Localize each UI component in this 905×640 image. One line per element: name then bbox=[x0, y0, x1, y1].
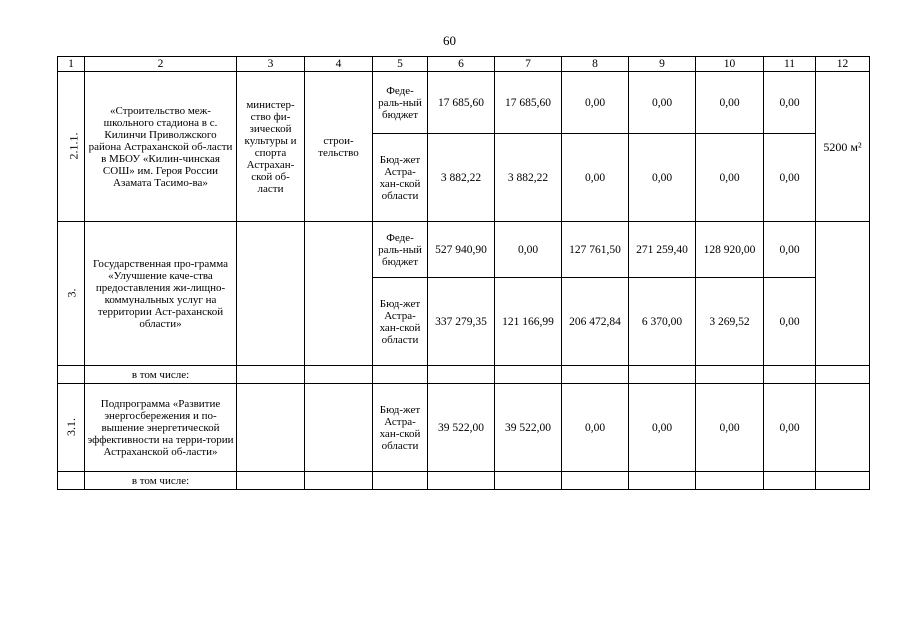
row-work-type: строи-тельство bbox=[305, 72, 373, 222]
empty-cell bbox=[495, 366, 562, 384]
row-area: 5200 м² bbox=[816, 72, 870, 222]
table-row bbox=[58, 366, 870, 384]
empty-cell bbox=[562, 472, 629, 490]
empty-cell bbox=[305, 472, 373, 490]
value-col8: 0,00 bbox=[562, 72, 629, 134]
value-col10: 0,00 bbox=[696, 384, 764, 472]
empty-cell bbox=[373, 366, 428, 384]
value-col8: 0,00 bbox=[562, 384, 629, 472]
empty-cell bbox=[237, 384, 305, 472]
value-col9: 0,00 bbox=[629, 384, 696, 472]
funding-source: Бюд-жет Астра-хан-ской области bbox=[373, 278, 428, 366]
empty-cell bbox=[629, 472, 696, 490]
funding-source: Бюд-жет Астра-хан-ской области bbox=[373, 384, 428, 472]
empty-cell bbox=[305, 366, 373, 384]
empty-cell bbox=[816, 366, 870, 384]
value-col10: 128 920,00 bbox=[696, 222, 764, 278]
funding-source: Бюд-жет Астра-хан-ской области bbox=[373, 134, 428, 222]
empty-cell bbox=[305, 384, 373, 472]
budget-table bbox=[57, 56, 870, 490]
col-header-7: 7 bbox=[495, 57, 562, 72]
row-name: Подпрограмма «Развитие энергосбережения и по-вышение энергетической эффективности на терри-тории Астраханской об-ласти» bbox=[85, 384, 237, 472]
col-header-11: 11 bbox=[764, 57, 816, 72]
col-header-9: 9 bbox=[629, 57, 696, 72]
table-row bbox=[58, 472, 870, 490]
empty-cell bbox=[373, 472, 428, 490]
row-number: 3.1. bbox=[58, 384, 85, 472]
table-row bbox=[58, 384, 870, 472]
empty-cell bbox=[237, 366, 305, 384]
value-col7: 39 522,00 bbox=[495, 384, 562, 472]
value-col11: 0,00 bbox=[764, 222, 816, 278]
empty-cell bbox=[696, 366, 764, 384]
value-col8: 0,00 bbox=[562, 134, 629, 222]
header-row bbox=[58, 57, 870, 72]
empty-cell bbox=[764, 472, 816, 490]
row-executor: министер-ство фи-зической культуры и спорта Астрахан-ской об-ласти bbox=[237, 72, 305, 222]
value-col8: 127 761,50 bbox=[562, 222, 629, 278]
value-col7: 0,00 bbox=[495, 222, 562, 278]
col-header-8: 8 bbox=[562, 57, 629, 72]
empty-cell bbox=[629, 366, 696, 384]
value-col6: 3 882,22 bbox=[428, 134, 495, 222]
value-col11: 0,00 bbox=[764, 278, 816, 366]
col-header-1: 1 bbox=[58, 57, 85, 72]
value-col10: 0,00 bbox=[696, 134, 764, 222]
col-header-10: 10 bbox=[696, 57, 764, 72]
value-col7: 17 685,60 bbox=[495, 72, 562, 134]
empty-cell bbox=[764, 366, 816, 384]
value-col11: 0,00 bbox=[764, 384, 816, 472]
value-col6: 337 279,35 bbox=[428, 278, 495, 366]
page-number: 60 bbox=[443, 33, 456, 48]
empty-cell bbox=[816, 384, 870, 472]
value-col10: 3 269,52 bbox=[696, 278, 764, 366]
row-number: 2.1.1. bbox=[58, 72, 85, 222]
value-col10: 0,00 bbox=[696, 72, 764, 134]
value-col7: 121 166,99 bbox=[495, 278, 562, 366]
empty-cell bbox=[696, 472, 764, 490]
col-header-2: 2 bbox=[85, 57, 237, 72]
empty-cell bbox=[58, 366, 85, 384]
funding-source: Феде-раль-ный бюджет bbox=[373, 72, 428, 134]
col-header-3: 3 bbox=[237, 57, 305, 72]
table-row bbox=[58, 222, 870, 278]
value-col11: 0,00 bbox=[764, 134, 816, 222]
value-col9: 271 259,40 bbox=[629, 222, 696, 278]
value-col9: 6 370,00 bbox=[629, 278, 696, 366]
empty-cell bbox=[237, 222, 305, 366]
col-header-4: 4 bbox=[305, 57, 373, 72]
col-header-12: 12 bbox=[816, 57, 870, 72]
empty-cell bbox=[816, 472, 870, 490]
row-name: Государственная про-грамма «Улучшение каче-ства предоставления жи-лищно-коммунальных услуг на территории Аст-раханской области» bbox=[85, 222, 237, 366]
row-name: «Строительство меж-школьного стадиона в с. Килинчи Приволжского района Астраханской об-ласти в МБОУ «Килин-чинская СОШ» им. Героя России Азамата Тасимо-ва» bbox=[85, 72, 237, 222]
empty-cell bbox=[428, 366, 495, 384]
value-col6: 17 685,60 bbox=[428, 72, 495, 134]
empty-cell bbox=[816, 222, 870, 366]
empty-cell bbox=[562, 366, 629, 384]
table-row bbox=[58, 72, 870, 134]
value-col7: 3 882,22 bbox=[495, 134, 562, 222]
including-label: в том числе: bbox=[85, 366, 237, 384]
col-header-6: 6 bbox=[428, 57, 495, 72]
empty-cell bbox=[237, 472, 305, 490]
funding-source: Феде-раль-ный бюджет bbox=[373, 222, 428, 278]
value-col9: 0,00 bbox=[629, 134, 696, 222]
value-col9: 0,00 bbox=[629, 72, 696, 134]
empty-cell bbox=[305, 222, 373, 366]
col-header-5: 5 bbox=[373, 57, 428, 72]
value-col6: 39 522,00 bbox=[428, 384, 495, 472]
empty-cell bbox=[58, 472, 85, 490]
empty-cell bbox=[495, 472, 562, 490]
value-col8: 206 472,84 bbox=[562, 278, 629, 366]
including-label: в том числе: bbox=[85, 472, 237, 490]
value-col6: 527 940,90 bbox=[428, 222, 495, 278]
value-col11: 0,00 bbox=[764, 72, 816, 134]
row-number: 3. bbox=[58, 222, 85, 366]
empty-cell bbox=[428, 472, 495, 490]
